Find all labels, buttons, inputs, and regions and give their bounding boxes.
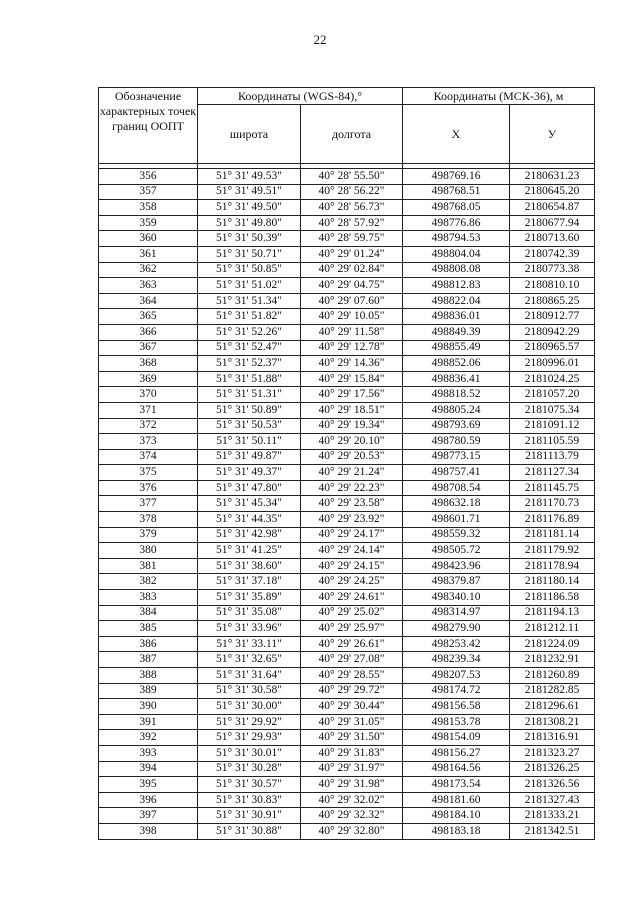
latitude-cell: 51° 31' 30.83" bbox=[198, 792, 301, 808]
longitude-cell: 40° 29' 24.25" bbox=[301, 574, 403, 590]
table-row bbox=[99, 668, 595, 684]
longitude-cell: 40° 28' 59.75" bbox=[301, 231, 403, 247]
longitude-cell: 40° 29' 23.58" bbox=[301, 496, 403, 512]
table-row bbox=[99, 636, 595, 652]
y-cell: 2181176.89 bbox=[510, 512, 595, 528]
point-id-cell: 370 bbox=[99, 387, 198, 403]
longitude-cell: 40° 29' 31.98" bbox=[301, 777, 403, 793]
table-row bbox=[99, 512, 595, 528]
table-row bbox=[99, 590, 595, 606]
table-row bbox=[99, 309, 595, 325]
y-cell: 2181178.94 bbox=[510, 558, 595, 574]
y-cell: 2181333.21 bbox=[510, 808, 595, 824]
table-row bbox=[99, 527, 595, 543]
x-cell: 498156.58 bbox=[403, 699, 510, 715]
latitude-cell: 51° 31' 33.96" bbox=[198, 621, 301, 637]
y-cell: 2181105.59 bbox=[510, 434, 595, 450]
table-row bbox=[99, 745, 595, 761]
latitude-cell: 51° 31' 44.35" bbox=[198, 512, 301, 528]
table-row bbox=[99, 465, 595, 481]
point-id-cell: 386 bbox=[99, 636, 198, 652]
y-cell: 2181316.91 bbox=[510, 730, 595, 746]
point-id-cell: 387 bbox=[99, 652, 198, 668]
y-cell: 2181232.91 bbox=[510, 652, 595, 668]
x-cell: 498768.51 bbox=[403, 184, 510, 200]
table-row bbox=[99, 808, 595, 824]
point-id-cell: 379 bbox=[99, 527, 198, 543]
x-cell: 498632.18 bbox=[403, 496, 510, 512]
table-row bbox=[99, 293, 595, 309]
point-id-cell: 365 bbox=[99, 309, 198, 325]
point-id-cell: 378 bbox=[99, 512, 198, 528]
longitude-cell: 40° 29' 31.97" bbox=[301, 761, 403, 777]
y-cell: 2180865.25 bbox=[510, 293, 595, 309]
point-id-cell: 367 bbox=[99, 340, 198, 356]
y-cell: 2180810.10 bbox=[510, 278, 595, 294]
table-row bbox=[99, 231, 595, 247]
latitude-cell: 51° 31' 30.91" bbox=[198, 808, 301, 824]
y-cell: 2181091.12 bbox=[510, 418, 595, 434]
latitude-cell: 51° 31' 49.50" bbox=[198, 200, 301, 216]
point-id-cell: 393 bbox=[99, 745, 198, 761]
table-body bbox=[99, 164, 595, 840]
table-row bbox=[99, 777, 595, 793]
latitude-cell: 51° 31' 50.11" bbox=[198, 434, 301, 450]
table-row bbox=[99, 215, 595, 231]
x-cell: 498207.53 bbox=[403, 668, 510, 684]
y-cell: 2180631.23 bbox=[510, 169, 595, 185]
longitude-cell: 40° 29' 19.34" bbox=[301, 418, 403, 434]
longitude-cell: 40° 29' 24.61" bbox=[301, 590, 403, 606]
point-id-cell: 377 bbox=[99, 496, 198, 512]
header-designation: Обозначение характерных точек границ ООПТ bbox=[99, 88, 198, 164]
x-cell: 498379.87 bbox=[403, 574, 510, 590]
longitude-cell: 40° 29' 25.02" bbox=[301, 605, 403, 621]
longitude-cell: 40° 29' 14.36" bbox=[301, 356, 403, 372]
longitude-cell: 40° 29' 24.15" bbox=[301, 558, 403, 574]
latitude-cell: 51° 31' 52.47" bbox=[198, 340, 301, 356]
y-cell: 2181327.43 bbox=[510, 792, 595, 808]
longitude-cell: 40° 29' 21.24" bbox=[301, 465, 403, 481]
point-id-cell: 392 bbox=[99, 730, 198, 746]
longitude-cell: 40° 29' 07.60" bbox=[301, 293, 403, 309]
x-cell: 498601.71 bbox=[403, 512, 510, 528]
point-id-cell: 384 bbox=[99, 605, 198, 621]
header-y: У bbox=[510, 105, 595, 164]
point-id-cell: 372 bbox=[99, 418, 198, 434]
latitude-cell: 51° 31' 51.02" bbox=[198, 278, 301, 294]
point-id-cell: 390 bbox=[99, 699, 198, 715]
y-cell: 2181194.13 bbox=[510, 605, 595, 621]
y-cell: 2180942.29 bbox=[510, 324, 595, 340]
x-cell: 498164.56 bbox=[403, 761, 510, 777]
longitude-cell: 40° 29' 02.84" bbox=[301, 262, 403, 278]
longitude-cell: 40° 29' 01.24" bbox=[301, 246, 403, 262]
x-cell: 498773.15 bbox=[403, 449, 510, 465]
y-cell: 2181127.34 bbox=[510, 465, 595, 481]
latitude-cell: 51° 31' 32.65" bbox=[198, 652, 301, 668]
table-row bbox=[99, 246, 595, 262]
table-row bbox=[99, 823, 595, 839]
x-cell: 498505.72 bbox=[403, 543, 510, 559]
longitude-cell: 40° 29' 32.32" bbox=[301, 808, 403, 824]
latitude-cell: 51° 31' 50.71" bbox=[198, 246, 301, 262]
point-id-cell: 360 bbox=[99, 231, 198, 247]
y-cell: 2180713.60 bbox=[510, 231, 595, 247]
table-row bbox=[99, 714, 595, 730]
point-id-cell: 380 bbox=[99, 543, 198, 559]
y-cell: 2180773.38 bbox=[510, 262, 595, 278]
table-row bbox=[99, 278, 595, 294]
point-id-cell: 385 bbox=[99, 621, 198, 637]
x-cell: 498314.97 bbox=[403, 605, 510, 621]
point-id-cell: 362 bbox=[99, 262, 198, 278]
point-id-cell: 396 bbox=[99, 792, 198, 808]
x-cell: 498812.83 bbox=[403, 278, 510, 294]
point-id-cell: 381 bbox=[99, 558, 198, 574]
table-row bbox=[99, 200, 595, 216]
point-id-cell: 375 bbox=[99, 465, 198, 481]
point-id-cell: 369 bbox=[99, 371, 198, 387]
latitude-cell: 51° 31' 35.89" bbox=[198, 590, 301, 606]
header-latitude: широта bbox=[198, 105, 301, 164]
table-row bbox=[99, 621, 595, 637]
x-cell: 498757.41 bbox=[403, 465, 510, 481]
y-cell: 2181308.21 bbox=[510, 714, 595, 730]
x-cell: 498154.09 bbox=[403, 730, 510, 746]
y-cell: 2181326.56 bbox=[510, 777, 595, 793]
y-cell: 2180654.87 bbox=[510, 200, 595, 216]
point-id-cell: 382 bbox=[99, 574, 198, 590]
x-cell: 498184.10 bbox=[403, 808, 510, 824]
y-cell: 2181075.34 bbox=[510, 402, 595, 418]
point-id-cell: 357 bbox=[99, 184, 198, 200]
longitude-cell: 40° 29' 24.14" bbox=[301, 543, 403, 559]
longitude-cell: 40° 29' 12.78" bbox=[301, 340, 403, 356]
x-cell: 498793.69 bbox=[403, 418, 510, 434]
y-cell: 2180677.94 bbox=[510, 215, 595, 231]
longitude-cell: 40° 29' 04.75" bbox=[301, 278, 403, 294]
y-cell: 2181180.14 bbox=[510, 574, 595, 590]
longitude-cell: 40° 29' 25.97" bbox=[301, 621, 403, 637]
table-row bbox=[99, 371, 595, 387]
x-cell: 498559.32 bbox=[403, 527, 510, 543]
table-row bbox=[99, 480, 595, 496]
x-cell: 498173.54 bbox=[403, 777, 510, 793]
y-cell: 2181057.20 bbox=[510, 387, 595, 403]
x-cell: 498183.18 bbox=[403, 823, 510, 839]
x-cell: 498153.78 bbox=[403, 714, 510, 730]
x-cell: 498769.16 bbox=[403, 169, 510, 185]
latitude-cell: 51° 31' 49.80" bbox=[198, 215, 301, 231]
point-id-cell: 383 bbox=[99, 590, 198, 606]
y-cell: 2181260.89 bbox=[510, 668, 595, 684]
y-cell: 2181170.73 bbox=[510, 496, 595, 512]
x-cell: 498156.27 bbox=[403, 745, 510, 761]
x-cell: 498852.06 bbox=[403, 356, 510, 372]
latitude-cell: 51° 31' 50.39" bbox=[198, 231, 301, 247]
point-id-cell: 397 bbox=[99, 808, 198, 824]
y-cell: 2180912.77 bbox=[510, 309, 595, 325]
longitude-cell: 40° 29' 11.58" bbox=[301, 324, 403, 340]
latitude-cell: 51° 31' 49.87" bbox=[198, 449, 301, 465]
latitude-cell: 51° 31' 29.92" bbox=[198, 714, 301, 730]
y-cell: 2181296.61 bbox=[510, 699, 595, 715]
table-row bbox=[99, 418, 595, 434]
y-cell: 2181282.85 bbox=[510, 683, 595, 699]
table-row bbox=[99, 652, 595, 668]
latitude-cell: 51° 31' 30.01" bbox=[198, 745, 301, 761]
table-row bbox=[99, 543, 595, 559]
x-cell: 498253.42 bbox=[403, 636, 510, 652]
y-cell: 2180645.20 bbox=[510, 184, 595, 200]
header-wgs-group: Координаты (WGS-84),° bbox=[198, 88, 403, 105]
table-row bbox=[99, 574, 595, 590]
x-cell: 498780.59 bbox=[403, 434, 510, 450]
x-cell: 498805.24 bbox=[403, 402, 510, 418]
y-cell: 2180965.57 bbox=[510, 340, 595, 356]
x-cell: 498808.08 bbox=[403, 262, 510, 278]
x-cell: 498849.39 bbox=[403, 324, 510, 340]
latitude-cell: 51° 31' 33.11" bbox=[198, 636, 301, 652]
point-id-cell: 356 bbox=[99, 169, 198, 185]
x-cell: 498181.60 bbox=[403, 792, 510, 808]
latitude-cell: 51° 31' 52.37" bbox=[198, 356, 301, 372]
latitude-cell: 51° 31' 50.89" bbox=[198, 402, 301, 418]
latitude-cell: 51° 31' 49.53" bbox=[198, 169, 301, 185]
point-id-cell: 363 bbox=[99, 278, 198, 294]
y-cell: 2181342.51 bbox=[510, 823, 595, 839]
latitude-cell: 51° 31' 51.82" bbox=[198, 309, 301, 325]
y-cell: 2181186.58 bbox=[510, 590, 595, 606]
table-row bbox=[99, 402, 595, 418]
y-cell: 2181224.09 bbox=[510, 636, 595, 652]
x-cell: 498818.52 bbox=[403, 387, 510, 403]
latitude-cell: 51° 31' 30.58" bbox=[198, 683, 301, 699]
x-cell: 498279.90 bbox=[403, 621, 510, 637]
y-cell: 2181113.79 bbox=[510, 449, 595, 465]
y-cell: 2181181.14 bbox=[510, 527, 595, 543]
coordinates-table bbox=[98, 87, 595, 840]
y-cell: 2180996.01 bbox=[510, 356, 595, 372]
point-id-cell: 366 bbox=[99, 324, 198, 340]
longitude-cell: 40° 29' 15.84" bbox=[301, 371, 403, 387]
point-id-cell: 368 bbox=[99, 356, 198, 372]
x-cell: 498804.04 bbox=[403, 246, 510, 262]
table-row bbox=[99, 683, 595, 699]
longitude-cell: 40° 29' 20.53" bbox=[301, 449, 403, 465]
point-id-cell: 374 bbox=[99, 449, 198, 465]
latitude-cell: 51° 31' 41.25" bbox=[198, 543, 301, 559]
y-cell: 2181179.92 bbox=[510, 543, 595, 559]
x-cell: 498836.01 bbox=[403, 309, 510, 325]
point-id-cell: 359 bbox=[99, 215, 198, 231]
table-row bbox=[99, 605, 595, 621]
longitude-cell: 40° 28' 56.22" bbox=[301, 184, 403, 200]
latitude-cell: 51° 31' 38.60" bbox=[198, 558, 301, 574]
latitude-cell: 51° 31' 45.34" bbox=[198, 496, 301, 512]
point-id-cell: 361 bbox=[99, 246, 198, 262]
longitude-cell: 40° 29' 10.05" bbox=[301, 309, 403, 325]
latitude-cell: 51° 31' 49.51" bbox=[198, 184, 301, 200]
x-cell: 498794.53 bbox=[403, 231, 510, 247]
table-row bbox=[99, 324, 595, 340]
y-cell: 2181326.25 bbox=[510, 761, 595, 777]
longitude-cell: 40° 29' 20.10" bbox=[301, 434, 403, 450]
point-id-cell: 395 bbox=[99, 777, 198, 793]
longitude-cell: 40° 29' 24.17" bbox=[301, 527, 403, 543]
point-id-cell: 394 bbox=[99, 761, 198, 777]
longitude-cell: 40° 29' 28.55" bbox=[301, 668, 403, 684]
table-header bbox=[99, 88, 595, 164]
table-row bbox=[99, 262, 595, 278]
point-id-cell: 364 bbox=[99, 293, 198, 309]
longitude-cell: 40° 29' 27.08" bbox=[301, 652, 403, 668]
latitude-cell: 51° 31' 35.08" bbox=[198, 605, 301, 621]
longitude-cell: 40° 29' 32.80" bbox=[301, 823, 403, 839]
latitude-cell: 51° 31' 29.93" bbox=[198, 730, 301, 746]
latitude-cell: 51° 31' 42.98" bbox=[198, 527, 301, 543]
table-row bbox=[99, 387, 595, 403]
x-cell: 498423.96 bbox=[403, 558, 510, 574]
latitude-cell: 51° 31' 30.57" bbox=[198, 777, 301, 793]
longitude-cell: 40° 29' 31.50" bbox=[301, 730, 403, 746]
point-id-cell: 389 bbox=[99, 683, 198, 699]
latitude-cell: 51° 31' 50.85" bbox=[198, 262, 301, 278]
longitude-cell: 40° 29' 18.51" bbox=[301, 402, 403, 418]
table-row bbox=[99, 434, 595, 450]
point-id-cell: 358 bbox=[99, 200, 198, 216]
table-row bbox=[99, 356, 595, 372]
table-row bbox=[99, 558, 595, 574]
table-row bbox=[99, 449, 595, 465]
longitude-cell: 40° 29' 31.05" bbox=[301, 714, 403, 730]
longitude-cell: 40° 28' 56.73" bbox=[301, 200, 403, 216]
longitude-cell: 40° 29' 29.72" bbox=[301, 683, 403, 699]
point-id-cell: 398 bbox=[99, 823, 198, 839]
header-longitude: долгота bbox=[301, 105, 403, 164]
table-row bbox=[99, 169, 595, 185]
latitude-cell: 51° 31' 49.37" bbox=[198, 465, 301, 481]
table-row bbox=[99, 792, 595, 808]
longitude-cell: 40° 29' 22.23" bbox=[301, 480, 403, 496]
x-cell: 498822.04 bbox=[403, 293, 510, 309]
latitude-cell: 51° 31' 51.34" bbox=[198, 293, 301, 309]
latitude-cell: 51° 31' 31.64" bbox=[198, 668, 301, 684]
header-x: X bbox=[403, 105, 510, 164]
table-row bbox=[99, 184, 595, 200]
header-msk-group: Координаты (МСК-36), м bbox=[403, 88, 595, 105]
y-cell: 2180742.39 bbox=[510, 246, 595, 262]
x-cell: 498776.86 bbox=[403, 215, 510, 231]
x-cell: 498340.10 bbox=[403, 590, 510, 606]
y-cell: 2181323.27 bbox=[510, 745, 595, 761]
table-row bbox=[99, 699, 595, 715]
longitude-cell: 40° 28' 55.50" bbox=[301, 169, 403, 185]
latitude-cell: 51° 31' 51.88" bbox=[198, 371, 301, 387]
longitude-cell: 40° 28' 57.92" bbox=[301, 215, 403, 231]
longitude-cell: 40° 29' 32.02" bbox=[301, 792, 403, 808]
latitude-cell: 51° 31' 51.31" bbox=[198, 387, 301, 403]
latitude-cell: 51° 31' 52.26" bbox=[198, 324, 301, 340]
table-row bbox=[99, 340, 595, 356]
longitude-cell: 40° 29' 17.56" bbox=[301, 387, 403, 403]
point-id-cell: 388 bbox=[99, 668, 198, 684]
point-id-cell: 373 bbox=[99, 434, 198, 450]
point-id-cell: 376 bbox=[99, 480, 198, 496]
point-id-cell: 391 bbox=[99, 714, 198, 730]
x-cell: 498239.34 bbox=[403, 652, 510, 668]
longitude-cell: 40° 29' 23.92" bbox=[301, 512, 403, 528]
latitude-cell: 51° 31' 30.00" bbox=[198, 699, 301, 715]
latitude-cell: 51° 31' 50.53" bbox=[198, 418, 301, 434]
longitude-cell: 40° 29' 31.83" bbox=[301, 745, 403, 761]
y-cell: 2181024.25 bbox=[510, 371, 595, 387]
longitude-cell: 40° 29' 26.61" bbox=[301, 636, 403, 652]
x-cell: 498836.41 bbox=[403, 371, 510, 387]
table-row bbox=[99, 730, 595, 746]
table-row bbox=[99, 761, 595, 777]
point-id-cell: 371 bbox=[99, 402, 198, 418]
y-cell: 2181145.75 bbox=[510, 480, 595, 496]
x-cell: 498855.49 bbox=[403, 340, 510, 356]
x-cell: 498174.72 bbox=[403, 683, 510, 699]
latitude-cell: 51° 31' 37.18" bbox=[198, 574, 301, 590]
page-number: 22 bbox=[313, 32, 327, 47]
latitude-cell: 51° 31' 30.28" bbox=[198, 761, 301, 777]
longitude-cell: 40° 29' 30.44" bbox=[301, 699, 403, 715]
x-cell: 498768.05 bbox=[403, 200, 510, 216]
table-row bbox=[99, 496, 595, 512]
x-cell: 498708.54 bbox=[403, 480, 510, 496]
y-cell: 2181212.11 bbox=[510, 621, 595, 637]
latitude-cell: 51° 31' 47.80" bbox=[198, 480, 301, 496]
latitude-cell: 51° 31' 30.88" bbox=[198, 823, 301, 839]
